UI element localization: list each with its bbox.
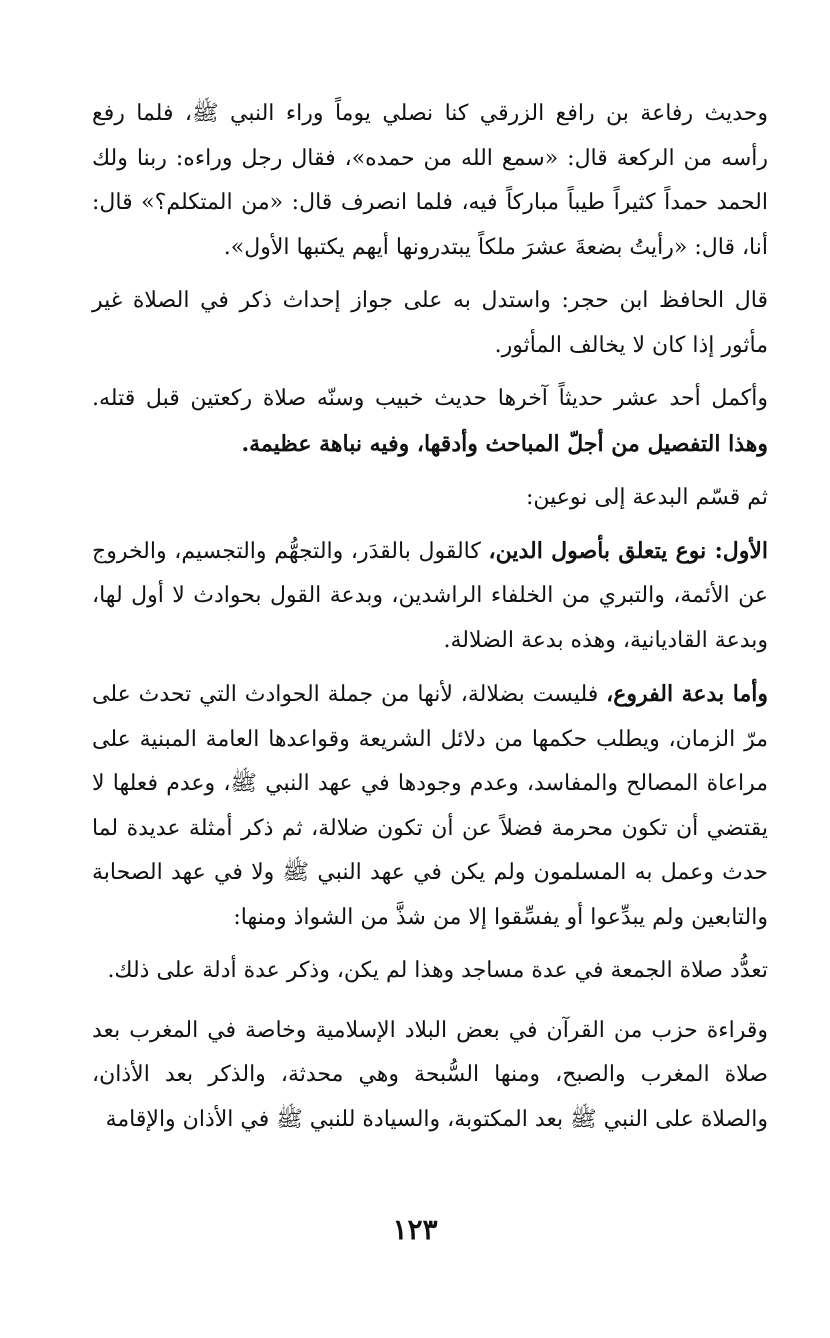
paragraph-bold-text: الأول: نوع يتعلق بأصول الدين،	[488, 537, 768, 564]
paragraph-text: كالقول بالقدَر، والتجهُّم والتجسيم، والخروج عن الأئمة، والتبري من الخلفاء الراشدين، وبدعة القول بحوادث لا أول لها، وبدعة القاديانية، وهذه بدعة الضلالة.	[92, 538, 768, 653]
paragraph-multiple-jumua	[92, 949, 768, 994]
page-body	[92, 92, 768, 1142]
paragraph-text: وحديث رفاعة بن رافع الزرقي كنا نصلي يوماً وراء النبي ﷺ، فلما رفع رأسه من الركعة قال: «سمع الله من حمده»، فقال رجل وراءه: ربنا ولك الحمد حمداً كثيراً طيباً مباركاً فيه، فلما انصرف قال: «من المتكلم؟» قال: أنا، قال: «رأيتُ بضعةَ عشرَ ملكاً يبتدرونها أيهم يكتبها الأول».	[92, 101, 768, 260]
paragraph-text: فليست بضلالة، لأنها من جملة الحوادث التي تحدث على مرّ الزمان، ويطلب حكمها من دلائل الشريعة وقواعدها العامة المبنية على مراعاة المصالح والمفاسد، وعدم وجودها في عهد النبي ﷺ، وعدم فعلها لا يقتضي أن تكون محرمة فضلاً عن أن تكون ضلالة، ثم ذكر أمثلة عديدة لما حدث وعمل به المسلمون ولم يكن في عهد النبي ﷺ ولا في عهد الصحابة والتابعين ولم يبدِّعوا أو يفسِّقوا إلا من شذَّ من الشواذ ومنها:	[92, 682, 768, 930]
paragraph-rifaa-hadith	[92, 92, 768, 270]
page-number: ١٢٣	[392, 1213, 438, 1246]
paragraph-text: ثم قسّم البدعة إلى نوعين:	[525, 485, 768, 510]
paragraph-first-type	[92, 529, 768, 664]
paragraph-branches-innovation	[92, 672, 768, 940]
paragraph-text: وقراءة حزب من القرآن في بعض البلاد الإسلامية وخاصة في المغرب بعد صلاة المغرب والصبح، ومنها السُّبحة وهي محدثة، والذكر بعد الأذان، والصلاة على النبي ﷺ بعد المكتوبة، والسيادة للنبي ﷺ في الأذان والإقامة	[92, 1017, 768, 1132]
paragraph-quran-hizb	[92, 1009, 768, 1143]
paragraph-eleven-hadiths	[92, 377, 768, 467]
paragraph-bold-text: وهذا التفصيل من أجلّ المباحث وأدقها، وفيه نباهة عظيمة.	[241, 430, 768, 457]
paragraph-text: تعدُّد صلاة الجمعة في عدة مساجد وهذا لم يكن، وذكر عدة أدلة على ذلك.	[107, 958, 768, 983]
paragraph-bold-text: وأما بدعة الفروع،	[606, 681, 768, 707]
paragraph-ibn-hajar	[92, 279, 768, 368]
paragraph-text: وأكمل أحد عشر حديثاً آخرها حديث خبيب وسنّه صلاة ركعتين قبل قتله.	[92, 386, 768, 411]
paragraph-text: قال الحافظ ابن حجر: واستدل به على جواز إحداث ذكر في الصلاة غير مأثور إذا كان لا يخالف المأثور.	[92, 288, 768, 358]
paragraph-two-types	[92, 476, 768, 521]
